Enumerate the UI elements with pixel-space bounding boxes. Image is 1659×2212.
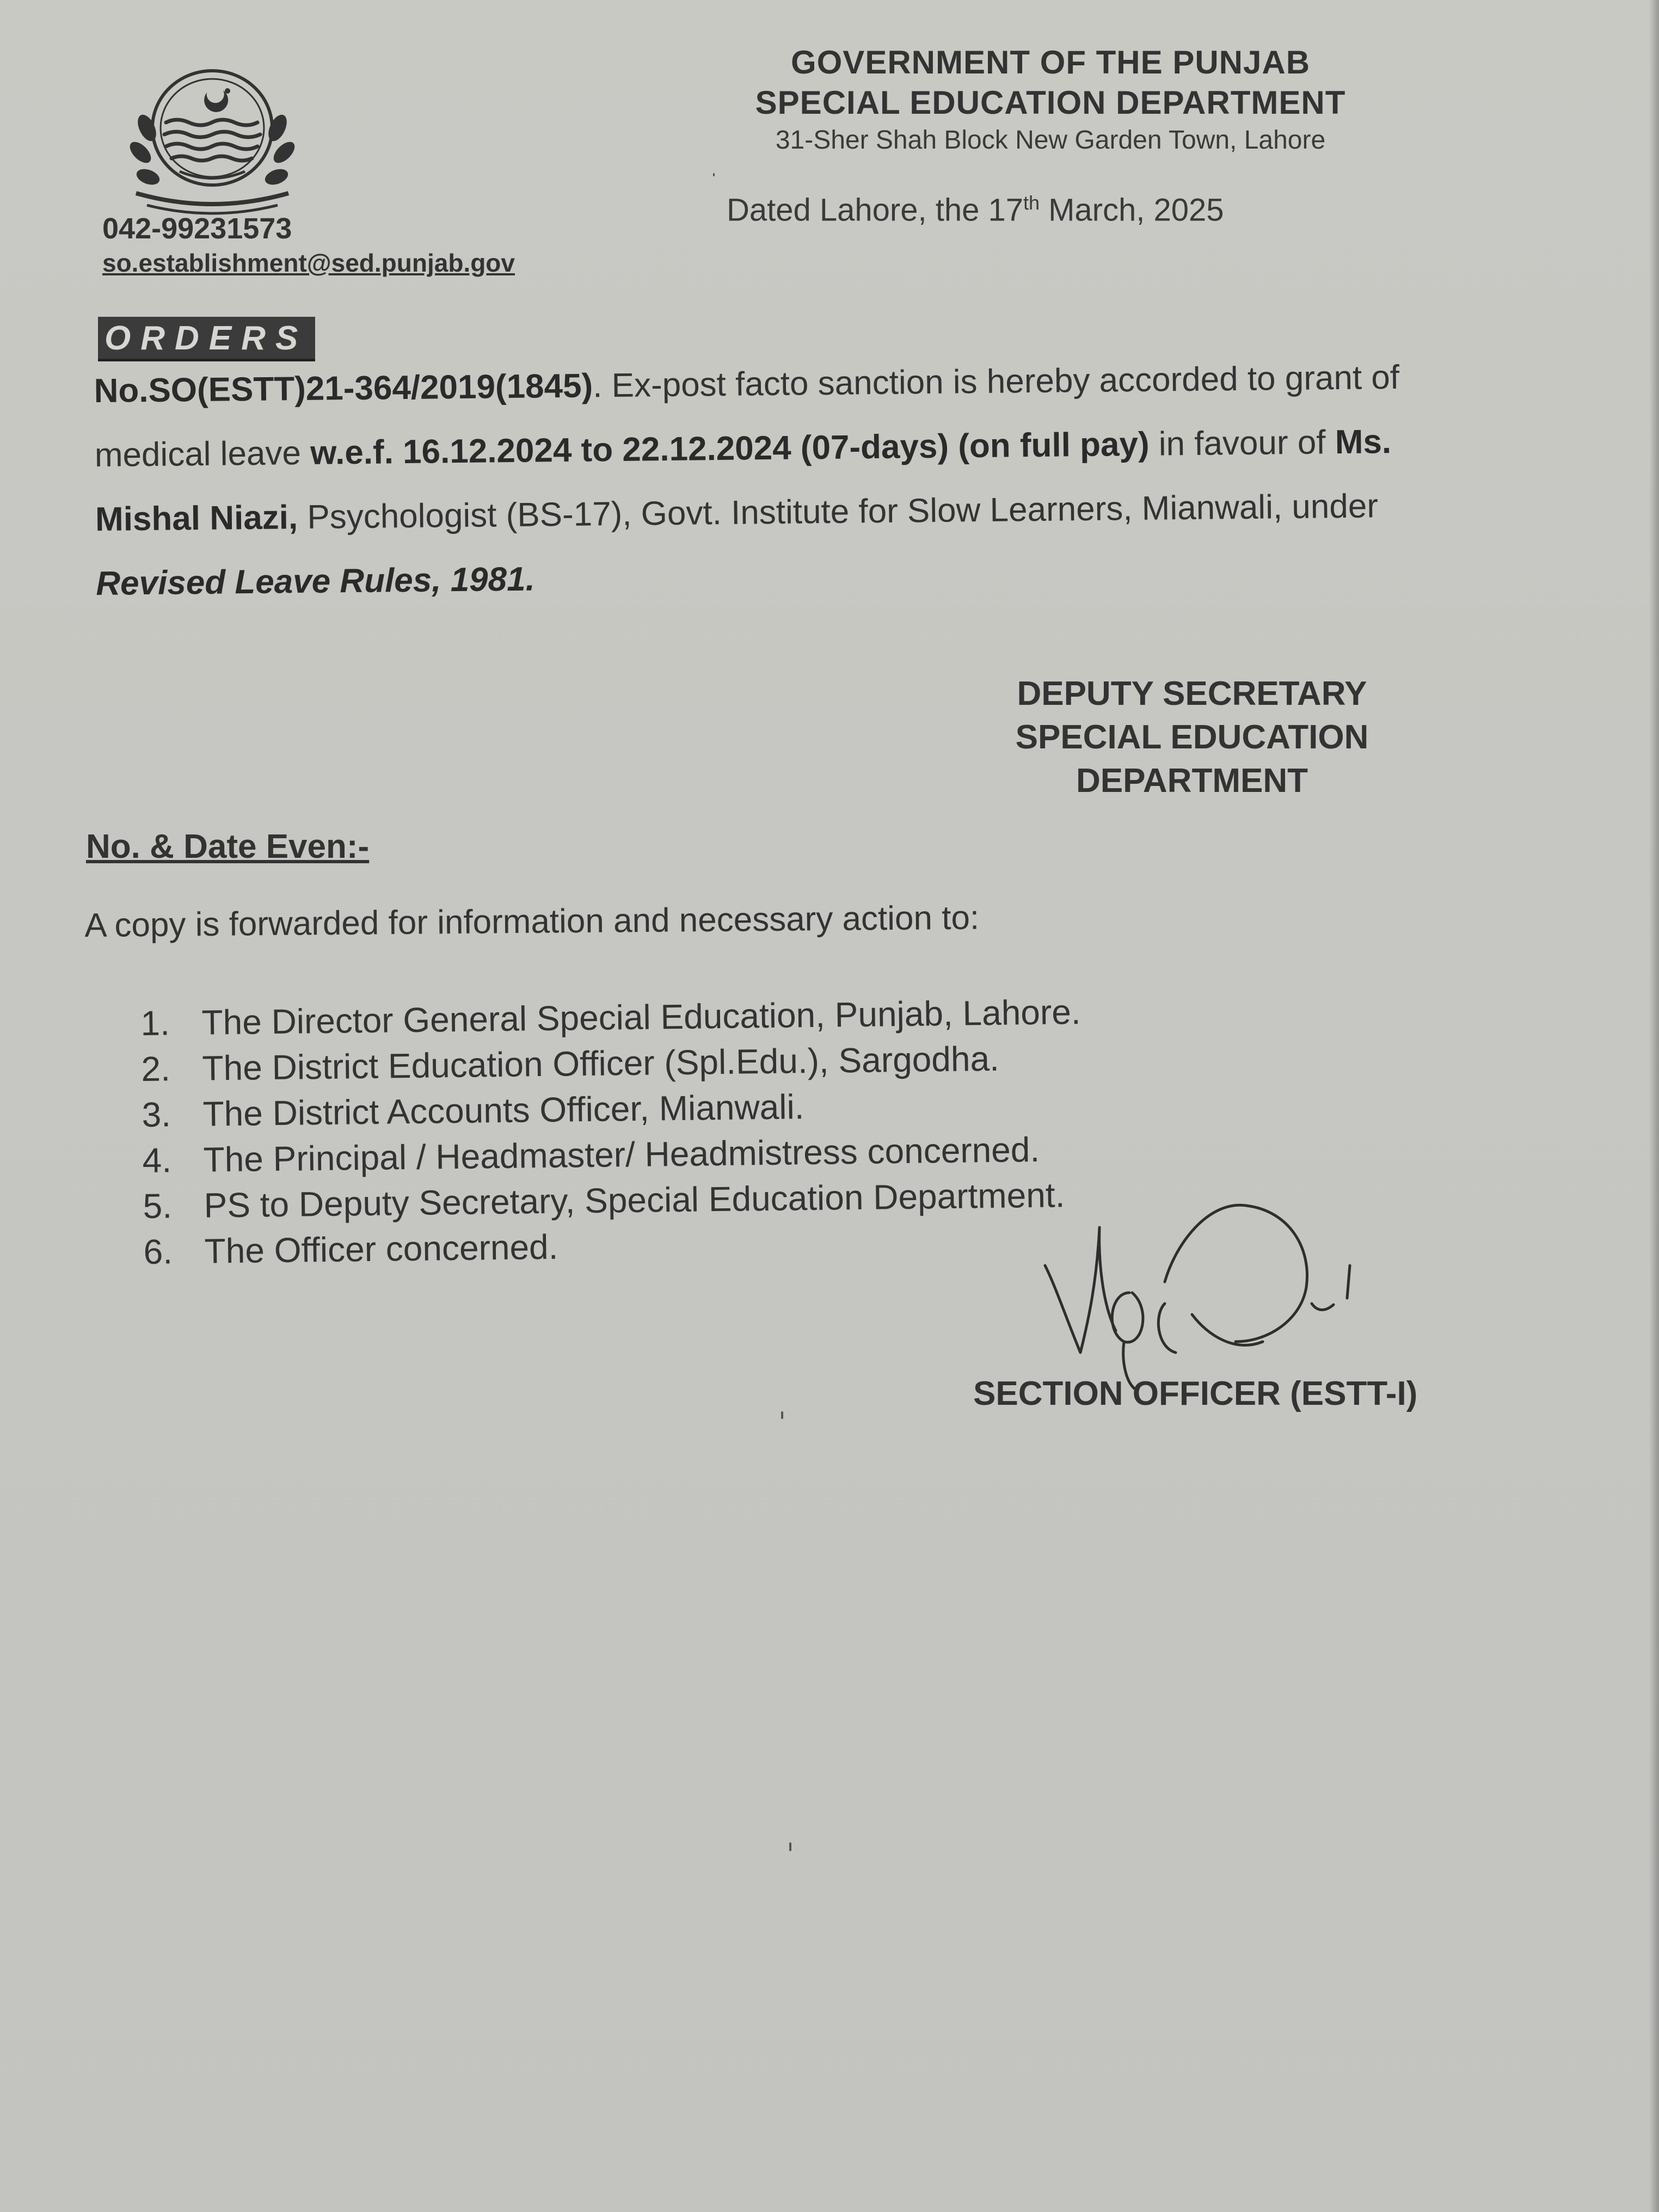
phone-number: 042-99231573 bbox=[102, 212, 292, 245]
leave-period: w.e.f. 16.12.2024 to 22.12.2024 (07-days) (on full pay) bbox=[310, 425, 1150, 472]
handwritten-signature-icon bbox=[1029, 1178, 1410, 1407]
order-text-3: Psychologist (BS-17), Govt. Institute for Slow Learners, Mianwali, under bbox=[297, 487, 1379, 537]
deputy-line-3: DEPARTMENT bbox=[1076, 762, 1308, 800]
section-officer-title: SECTION OFFICER (ESTT-I) bbox=[973, 1375, 1418, 1412]
list-text: The Officer concerned. bbox=[204, 1227, 558, 1271]
orders-heading: ORDERS bbox=[98, 317, 315, 361]
deputy-secretary-block bbox=[925, 672, 1459, 803]
date-superscript: th bbox=[1023, 192, 1040, 214]
copy-forward-line: A copy is forwarded for information and necessary action to: bbox=[84, 899, 980, 944]
list-number: 6. bbox=[143, 1232, 173, 1271]
department-title: SPECIAL EDUCATION DEPARTMENT bbox=[755, 84, 1346, 121]
contact-block bbox=[102, 210, 515, 278]
list-number: 4. bbox=[142, 1140, 172, 1180]
deputy-line-2: SPECIAL EDUCATION bbox=[1015, 718, 1369, 756]
paper-speck bbox=[789, 1842, 791, 1851]
order-text-1: . Ex-post facto sanction is hereby accorded to grant of medical leave bbox=[94, 358, 1400, 474]
even-heading: No. & Date Even:- bbox=[86, 828, 370, 865]
list-text: The Director General Special Education, Punjab, Lahore. bbox=[201, 992, 1081, 1042]
employee-name: Ms. Mishal Niazi, bbox=[95, 423, 1392, 538]
date-prefix: Dated Lahore, the 17 bbox=[727, 192, 1023, 228]
paper-speck bbox=[781, 1411, 783, 1419]
order-paragraph bbox=[94, 345, 1457, 616]
order-text-2: in favour of bbox=[1149, 423, 1336, 463]
list-text: The Principal / Headmaster/ Headmistress concerned. bbox=[203, 1129, 1040, 1179]
department-address: 31-Sher Shah Block New Garden Town, Lahore bbox=[775, 126, 1326, 155]
order-number: No.SO(ESTT)21-364/2019(1845) bbox=[94, 367, 593, 410]
deputy-line-1: DEPUTY SECRETARY bbox=[1017, 675, 1367, 712]
list-number: 3. bbox=[142, 1095, 171, 1134]
paper-speck bbox=[713, 173, 715, 176]
list-text: The District Accounts Officer, Mianwali. bbox=[202, 1087, 804, 1134]
paper-edge-shadow bbox=[1649, 0, 1659, 2212]
government-title: GOVERNMENT OF THE PUNJAB bbox=[790, 44, 1311, 81]
date-line bbox=[727, 192, 1224, 228]
letterhead bbox=[697, 42, 1404, 158]
list-number: 2. bbox=[141, 1049, 171, 1089]
list-number: 5. bbox=[143, 1186, 173, 1226]
list-text: The District Education Officer (Spl.Edu.), Sargodha. bbox=[202, 1039, 1000, 1088]
date-suffix: March, 2025 bbox=[1040, 192, 1224, 228]
email-address: so.establishment@sed.punjab.gov bbox=[102, 249, 515, 277]
punjab-emblem-icon bbox=[114, 63, 310, 215]
leave-rules: Revised Leave Rules, 1981. bbox=[95, 560, 536, 603]
list-text: PS to Deputy Secretary, Special Education Department. bbox=[204, 1175, 1065, 1225]
recipient-list bbox=[140, 989, 1084, 1275]
list-number: 1. bbox=[140, 1003, 170, 1043]
